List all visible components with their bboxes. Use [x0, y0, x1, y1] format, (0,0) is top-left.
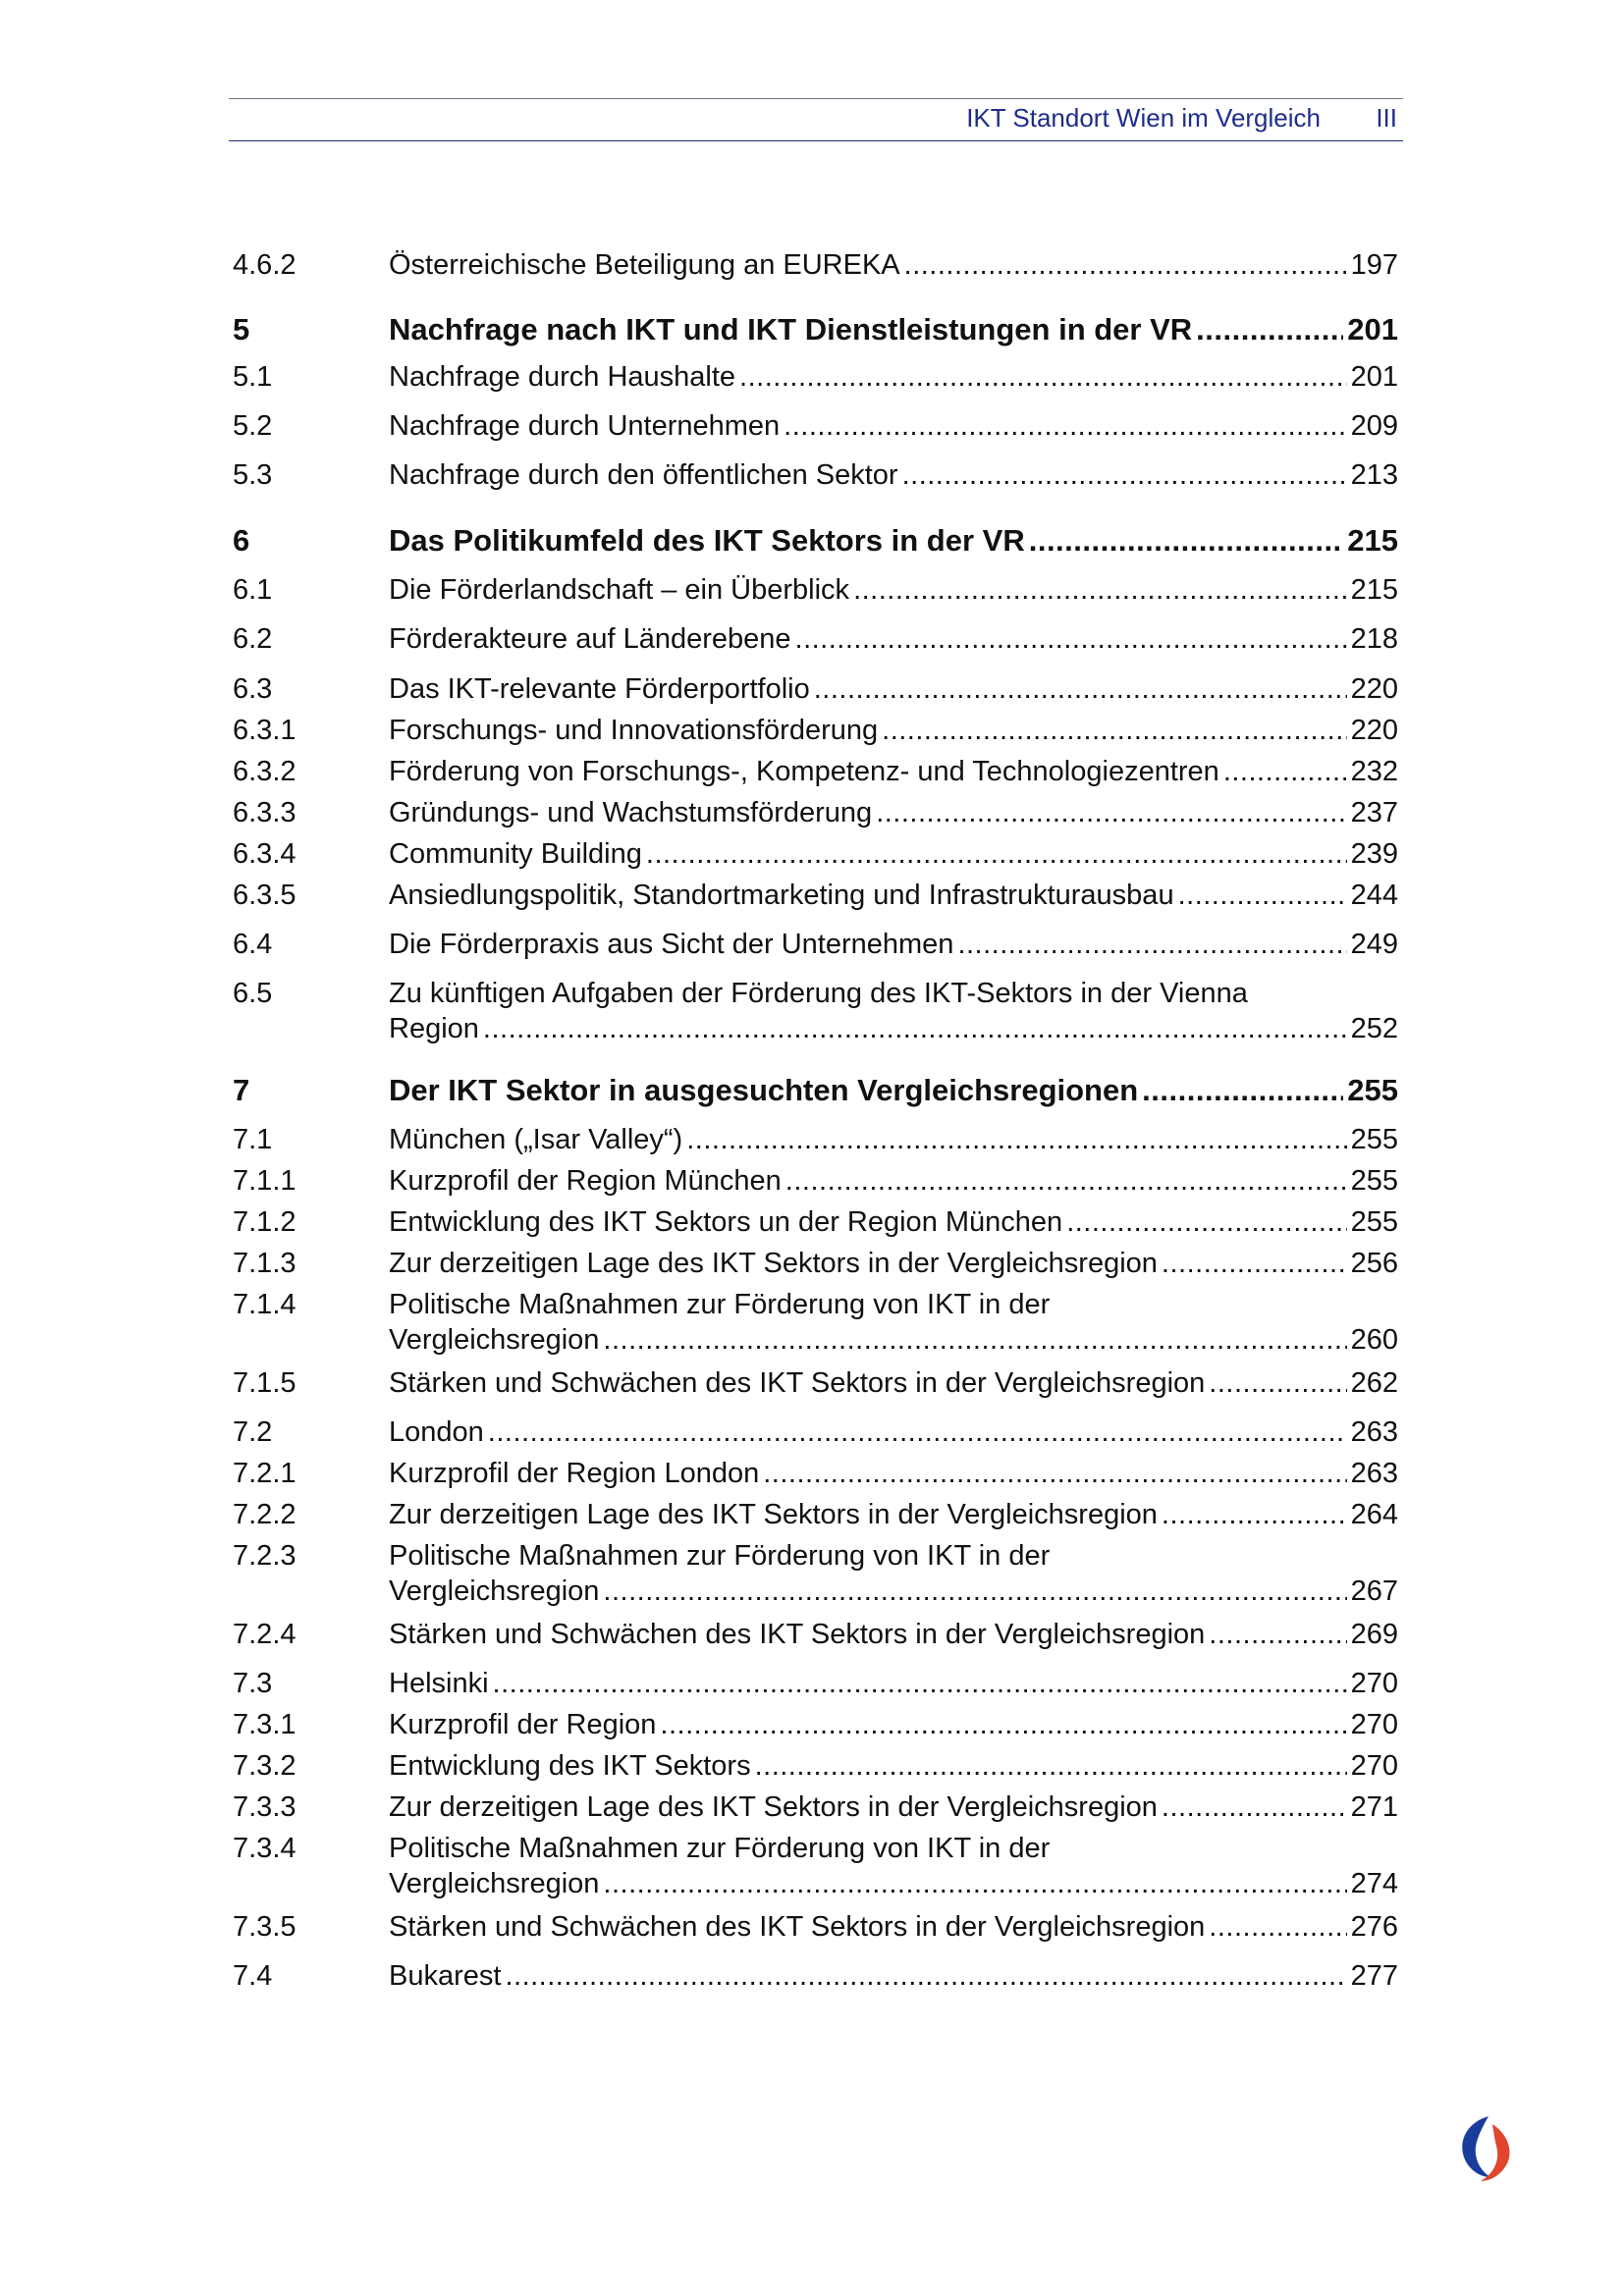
toc-entry-leader-line	[389, 795, 1398, 830]
toc-entry-page: 252	[1350, 1013, 1398, 1044]
toc-entry-title-continued: Vergleichsregion	[389, 1575, 600, 1607]
toc-entry-title: Förderung von Forschungs-, Kompetenz- und Technologiezentren	[389, 756, 1219, 787]
toc-entry-leader-line	[389, 1789, 1398, 1825]
toc-entry-title: Kurzprofil der Region	[389, 1709, 657, 1740]
toc-entry-body	[389, 976, 1398, 1046]
toc-dot-leader	[739, 359, 1347, 395]
toc-entry-number: 7.1.3	[233, 1248, 297, 1279]
toc-dot-leader	[1142, 1073, 1343, 1108]
toc-entry-number: 6.3.1	[233, 715, 297, 746]
toc-entry-title: Community Building	[389, 838, 642, 870]
toc-dot-leader	[1029, 523, 1344, 559]
toc-entry-number: 7.1.1	[233, 1165, 297, 1197]
toc-entry-body	[389, 1617, 1398, 1652]
toc-dot-leader	[1209, 1617, 1346, 1652]
toc-dot-leader	[660, 1707, 1346, 1742]
toc-entry-body	[389, 1909, 1398, 1945]
toc-entry-leader-line	[389, 523, 1398, 559]
toc-entry-title: Politische Maßnahmen zur Förderung von IKT in der	[389, 1540, 1051, 1572]
toc-entry-number: 6.4	[233, 929, 273, 960]
toc-entry-body	[389, 1831, 1398, 1901]
toc-entry-number: 7.4	[233, 1960, 273, 1992]
toc-entry-page: 215	[1347, 523, 1398, 558]
toc-dot-leader	[1209, 1909, 1346, 1945]
toc-entry-title: Kurzprofil der Region London	[389, 1458, 760, 1489]
toc-dot-leader	[763, 1456, 1346, 1491]
toc-entry-leader-line	[389, 836, 1398, 872]
toc-dot-leader	[1209, 1365, 1346, 1401]
toc-entry-title: Nachfrage nach IKT und IKT Dienstleistungen in der VR	[389, 312, 1193, 347]
toc-entry-body	[389, 1538, 1398, 1609]
toc-entry-page: 270	[1350, 1709, 1398, 1740]
toc-entry-page: 249	[1350, 929, 1398, 960]
toc-entry-number: 7.1.5	[233, 1367, 297, 1399]
toc-entry-number: 5	[233, 312, 250, 347]
toc-entry-number: 5.1	[233, 361, 273, 393]
toc-entry-body	[389, 457, 1398, 493]
toc-entry-leader-line	[389, 1163, 1398, 1199]
toc-entry-page: 263	[1350, 1416, 1398, 1448]
toc-entry-leader-line	[389, 247, 1398, 283]
toc-entry-leader-line	[389, 621, 1398, 657]
toc-entry-title: Entwicklung des IKT Sektors	[389, 1750, 751, 1782]
toc-entry-number: 7.3.3	[233, 1791, 297, 1823]
toc-entry-title: Zur derzeitigen Lage des IKT Sektors in der Vergleichsregion	[389, 1791, 1158, 1823]
toc-dot-leader	[1178, 878, 1347, 913]
toc-entry-body	[389, 927, 1398, 962]
toc-entry-page: 213	[1350, 459, 1398, 491]
toc-entry-body	[389, 1456, 1398, 1491]
toc-entry-title: Die Förderpraxis aus Sicht der Unternehmen	[389, 929, 954, 960]
toc-entry-page: 276	[1350, 1911, 1398, 1943]
toc-entry-title: Ansiedlungspolitik, Standortmarketing und Infrastrukturausbau	[389, 880, 1174, 911]
toc-entry-number: 7.3.1	[233, 1709, 297, 1740]
toc-entry-page: 270	[1350, 1668, 1398, 1699]
toc-entry-body	[389, 247, 1398, 283]
toc-entry-body	[389, 878, 1398, 913]
header-page-number: III	[1376, 103, 1397, 133]
toc-dot-leader	[483, 1011, 1347, 1046]
toc-entry-leader-line	[389, 408, 1398, 444]
toc-entry-title: Nachfrage durch Haushalte	[389, 361, 736, 393]
toc-entry-number: 4.6.2	[233, 249, 297, 281]
toc-entry-body	[389, 1958, 1398, 1994]
toc-entry-page: 270	[1350, 1750, 1398, 1782]
toc-dot-leader	[957, 927, 1346, 962]
toc-entry-number: 6.3.3	[233, 797, 297, 828]
toc-entry-leader-line	[389, 1497, 1398, 1532]
toc-entry-body	[389, 1365, 1398, 1401]
toc-entry-body	[389, 836, 1398, 872]
toc-entry-title: Zu künftigen Aufgaben der Förderung des IKT-Sektors in der Vienna	[389, 978, 1248, 1009]
toc-entry-body	[389, 1497, 1398, 1532]
toc-dot-leader	[1066, 1204, 1346, 1240]
toc-entry-leader-line	[389, 1415, 1398, 1450]
toc-entry-title: Der IKT Sektor in ausgesuchten Vergleichsregionen	[389, 1073, 1139, 1107]
toc-entry-body	[389, 621, 1398, 657]
toc-dot-leader	[904, 247, 1347, 283]
toc-entry-page: 215	[1350, 574, 1398, 606]
toc-entry-page: 255	[1350, 1165, 1398, 1197]
toc-entry-leader-line	[389, 1958, 1398, 1994]
toc-entry-leader-line	[389, 1073, 1398, 1108]
toc-entry-leader-line	[389, 1011, 1398, 1046]
toc-entry-title: Die Förderlandschaft – ein Überblick	[389, 574, 850, 606]
toc-entry-leader-line	[389, 1866, 1398, 1901]
toc-entry-page: 197	[1350, 249, 1398, 281]
toc-entry-number: 7.3.4	[233, 1833, 297, 1864]
toc-entry-leader-line	[389, 1909, 1398, 1945]
toc-entry-leader-line	[389, 1122, 1398, 1157]
toc-entry-number: 5.2	[233, 410, 273, 442]
toc-dot-leader	[493, 1666, 1347, 1701]
toc-entry-title: Politische Maßnahmen zur Förderung von IKT in der	[389, 1833, 1051, 1864]
toc-entry-page: 239	[1350, 838, 1398, 870]
toc-entry-page: 237	[1350, 797, 1398, 828]
toc-entry-leader-line	[389, 1574, 1398, 1609]
toc-entry-number: 7.2.4	[233, 1619, 297, 1650]
toc-entry-page: 255	[1350, 1206, 1398, 1238]
toc-entry-number: 7.2.3	[233, 1540, 297, 1572]
toc-entry-number: 7.1	[233, 1124, 273, 1155]
toc-entry-title: Das IKT-relevante Förderportfolio	[389, 673, 810, 705]
toc-entry-number: 7.1.2	[233, 1206, 297, 1238]
toc-dot-leader	[603, 1322, 1346, 1358]
toc-entry-leader-line	[389, 457, 1398, 493]
toc-entry-title: Stärken und Schwächen des IKT Sektors in der Vergleichsregion	[389, 1619, 1206, 1650]
toc-dot-leader	[784, 408, 1346, 444]
toc-dot-leader	[603, 1866, 1346, 1901]
toc-entry-number: 7.3.5	[233, 1911, 297, 1943]
toc-entry-body	[389, 1707, 1398, 1742]
toc-entry-title: London	[389, 1416, 484, 1448]
toc-entry-title-continued: Vergleichsregion	[389, 1324, 600, 1356]
toc-entry-title: Bukarest	[389, 1960, 502, 1992]
toc-entry-number: 7.2.2	[233, 1499, 297, 1530]
toc-entry-page: 269	[1350, 1619, 1398, 1650]
toc-dot-leader	[785, 1163, 1347, 1199]
toc-entry-body	[389, 359, 1398, 395]
header-title: IKT Standort Wien im Vergleich	[966, 103, 1321, 133]
toc-entry-page: 209	[1350, 410, 1398, 442]
toc-dot-leader	[1162, 1789, 1347, 1825]
toc-dot-leader	[755, 1748, 1347, 1784]
toc-entry-leader-line	[389, 1365, 1398, 1401]
toc-entry-number: 6.3.5	[233, 880, 297, 911]
toc-entry-body	[389, 312, 1398, 347]
toc-entry-number: 6.3	[233, 673, 273, 705]
toc-entry-body	[389, 1073, 1398, 1108]
toc-entry-body	[389, 523, 1398, 559]
toc-dot-leader	[686, 1122, 1346, 1157]
toc-entry-page: 220	[1350, 673, 1398, 705]
toc-entry-title: Stärken und Schwächen des IKT Sektors in der Vergleichsregion	[389, 1911, 1206, 1943]
toc-entry-page: 220	[1350, 715, 1398, 746]
toc-entry-body	[389, 795, 1398, 830]
toc-entry-leader-line	[389, 713, 1398, 748]
toc-entry-title-continued: Region	[389, 1013, 479, 1044]
toc-entry-page: 267	[1350, 1575, 1398, 1607]
toc-entry-leader-line	[389, 1322, 1398, 1358]
toc-entry-title: Nachfrage durch den öffentlichen Sektor	[389, 459, 898, 491]
toc-entry-leader-line	[389, 1204, 1398, 1240]
toc-entry-title: Stärken und Schwächen des IKT Sektors in der Vergleichsregion	[389, 1367, 1206, 1399]
toc-entry-body	[389, 1287, 1398, 1358]
toc-entry-leader-line	[389, 927, 1398, 962]
toc-dot-leader	[1223, 754, 1347, 789]
toc-entry-body	[389, 713, 1398, 748]
toc-entry-number: 7.1.4	[233, 1289, 297, 1320]
toc-entry-title: Österreichische Beteiligung an EUREKA	[389, 249, 900, 281]
toc-entry-title: Nachfrage durch Unternehmen	[389, 410, 781, 442]
toc-entry-number: 7.2	[233, 1416, 273, 1448]
toc-entry-page: 201	[1350, 361, 1398, 393]
toc-entry-title-continued: Vergleichsregion	[389, 1868, 600, 1899]
toc-entry-page: 260	[1350, 1324, 1398, 1356]
toc-entry-page: 201	[1347, 312, 1398, 347]
toc-entry-number: 6.5	[233, 978, 273, 1009]
toc-entry-leader-line	[389, 1456, 1398, 1491]
toc-dot-leader	[603, 1574, 1346, 1609]
toc-entry-title: Forschungs- und Innovationsförderung	[389, 715, 879, 746]
toc-entry-page: 256	[1350, 1248, 1398, 1279]
toc-dot-leader	[876, 795, 1346, 830]
toc-entry-body	[389, 1122, 1398, 1157]
toc-dot-leader	[1162, 1246, 1347, 1281]
toc-entry-leader-line	[389, 1666, 1398, 1701]
toc-dot-leader	[814, 671, 1347, 707]
toc-entry-title: Politische Maßnahmen zur Förderung von IKT in der	[389, 1289, 1051, 1320]
toc-entry-body	[389, 1246, 1398, 1281]
toc-entry-number: 7.3	[233, 1668, 273, 1699]
toc-entry-body	[389, 754, 1398, 789]
toc-entry-body	[389, 1204, 1398, 1240]
toc-entry-page: 218	[1350, 623, 1398, 655]
toc-entry-body	[389, 1789, 1398, 1825]
toc-entry-number: 6.3.2	[233, 756, 297, 787]
toc-dot-leader	[882, 713, 1346, 748]
toc-entry-body	[389, 408, 1398, 444]
toc-entry-page: 274	[1350, 1868, 1398, 1899]
running-header	[229, 98, 1403, 141]
toc-entry-number: 6.2	[233, 623, 273, 655]
toc-entry-leader-line	[389, 878, 1398, 913]
toc-dot-leader	[795, 621, 1347, 657]
toc-entry-title: Zur derzeitigen Lage des IKT Sektors in der Vergleichsregion	[389, 1499, 1158, 1530]
toc-dot-leader	[488, 1415, 1347, 1450]
toc-entry-title: Entwicklung des IKT Sektors un der Region München	[389, 1206, 1063, 1238]
toc-entry-page: 255	[1347, 1073, 1398, 1107]
toc-entry-title: Gründungs- und Wachstumsförderung	[389, 797, 873, 828]
toc-entry-number: 7.3.2	[233, 1750, 297, 1782]
toc-entry-number: 7	[233, 1073, 250, 1107]
toc-entry-page: 263	[1350, 1458, 1398, 1489]
toc-entry-leader-line	[389, 1617, 1398, 1652]
toc-entry-page: 271	[1350, 1791, 1398, 1823]
toc-entry-number: 7.2.1	[233, 1458, 297, 1489]
toc-entry-number: 6.3.4	[233, 838, 297, 870]
toc-entry-body	[389, 1748, 1398, 1784]
toc-entry-title: Förderakteure auf Länderebene	[389, 623, 791, 655]
toc-entry-title: Das Politikumfeld des IKT Sektors in der VR	[389, 523, 1025, 558]
toc-dot-leader	[1196, 312, 1343, 347]
toc-entry-leader-line	[389, 1707, 1398, 1742]
toc-dot-leader	[505, 1958, 1346, 1994]
toc-entry-leader-line	[389, 1246, 1398, 1281]
toc-entry-page: 277	[1350, 1960, 1398, 1992]
toc-entry-leader-line	[389, 754, 1398, 789]
toc-entry-body	[389, 1415, 1398, 1450]
toc-entry-title: Zur derzeitigen Lage des IKT Sektors in der Vergleichsregion	[389, 1248, 1158, 1279]
toc-entry-leader-line	[389, 312, 1398, 347]
toc-entry-title: Kurzprofil der Region München	[389, 1165, 782, 1197]
toc-entry-leader-line	[389, 671, 1398, 707]
toc-entry-number: 6	[233, 523, 250, 558]
toc-entry-body	[389, 1163, 1398, 1199]
toc-entry-page: 255	[1350, 1124, 1398, 1155]
toc-entry-leader-line	[389, 1748, 1398, 1784]
toc-dot-leader	[902, 457, 1347, 493]
toc-entry-body	[389, 671, 1398, 707]
company-logo-icon	[1451, 2109, 1520, 2187]
toc-dot-leader	[853, 572, 1347, 608]
toc-dot-leader	[1162, 1497, 1347, 1532]
toc-entry-leader-line	[389, 359, 1398, 395]
toc-entry-page: 264	[1350, 1499, 1398, 1530]
toc-entry-body	[389, 572, 1398, 608]
toc-entry-leader-line	[389, 572, 1398, 608]
toc-entry-body	[389, 1666, 1398, 1701]
toc-entry-title: Helsinki	[389, 1668, 489, 1699]
toc-dot-leader	[646, 836, 1347, 872]
toc-entry-title: München („Isar Valley“)	[389, 1124, 683, 1155]
toc-entry-page: 244	[1350, 880, 1398, 911]
toc-entry-number: 6.1	[233, 574, 273, 606]
toc-entry-page: 232	[1350, 756, 1398, 787]
toc-entry-page: 262	[1350, 1367, 1398, 1399]
toc-entry-number: 5.3	[233, 459, 273, 491]
